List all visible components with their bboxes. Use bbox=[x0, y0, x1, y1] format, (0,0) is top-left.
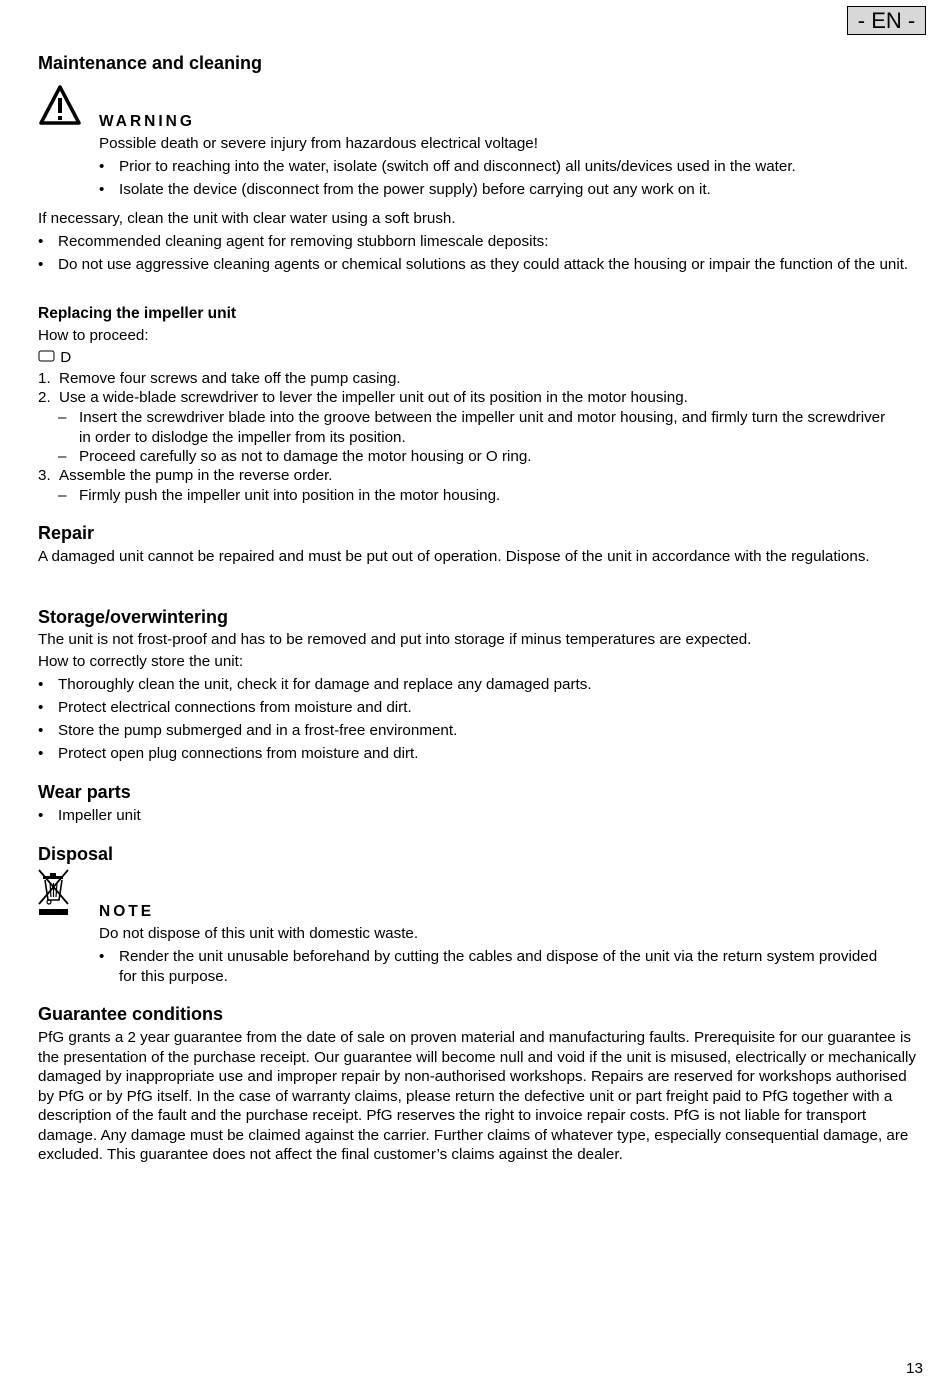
step: 3. Assemble the pump in the reverse order. bbox=[38, 467, 333, 484]
page-number: 13 bbox=[906, 1360, 923, 1377]
storage-bullet: • Protect electrical connections from moisture and dirt. bbox=[38, 699, 412, 716]
storage-bullet: • Store the pump submerged and in a frost-free environment. bbox=[38, 722, 458, 739]
storage-bullet: • Protect open plug connections from moisture and dirt. bbox=[38, 745, 419, 762]
note-text: Do not dispose of this unit with domestic waste. bbox=[99, 925, 419, 942]
warning-signal-word: WARNING bbox=[99, 113, 195, 130]
storage-how-to: How to correctly store the unit: bbox=[38, 653, 244, 670]
step: 2. Use a wide-blade screwdriver to lever the impeller unit out of its position in the motor housing. bbox=[38, 389, 688, 406]
warning-hazard-text: Possible death or severe injury from hazardous electrical voltage! bbox=[99, 135, 538, 152]
storage-text: The unit is not frost-proof and has to be removed and put into storage if minus temperatures are expected. bbox=[38, 631, 752, 648]
note-item: • Render the unit unusable beforehand by cutting the cables and dispose of the unit via the return system provided for this purpose. bbox=[99, 948, 878, 985]
replacing-impeller-heading: Replacing the impeller unit bbox=[38, 305, 237, 322]
step: 1. Remove four screws and take off the pump casing. bbox=[38, 370, 401, 387]
disposal-heading: Disposal bbox=[38, 844, 114, 864]
storage-heading: Storage/overwintering bbox=[38, 607, 229, 627]
repair-text: A damaged unit cannot be repaired and must be put out of operation. Dispose of the unit in accordance with the regulations. bbox=[38, 548, 870, 565]
how-to-proceed: How to proceed: bbox=[38, 327, 149, 344]
repair-heading: Repair bbox=[38, 523, 95, 543]
warning-item: • Isolate the device (disconnect from the power supply) before carrying out any work on it. bbox=[99, 181, 711, 198]
warning-item: • Prior to reaching into the water, isolate (switch off and disconnect) all units/devices used in the water. bbox=[99, 158, 796, 175]
guarantee-heading: Guarantee conditions bbox=[38, 1004, 224, 1024]
guarantee-text: PfG grants a 2 year guarantee from the date of sale on proven material and manufacturing faults. Prerequisite for our guarantee is the presentation of the purchase receipt. Our guarantee will become null and void if the unit is misused, electrically or mechanically damaged by inappropriate use and improper repair by non-authorised workshops. Repairs are reserved for workshops authorised by PfG or by PfG itself. In the case of warranty claims, please return the defective unit or part freight paid to PfG together with a description of the fault and the purchase receipt. PfG reserves the right to invoice repair costs. PfG is not liable for transport damage. Any damage must be claimed against the carrier. Further claims of whatever type, especially consequential damage, are excluded. This guarantee does not affect the final customer’s claims against the dealer. bbox=[38, 1029, 916, 1163]
cleaning-bullet: • Do not use aggressive cleaning agents or chemical solutions as they could attack the housing or impair the function of the unit. bbox=[38, 256, 909, 273]
cleaning-bullet: • Recommended cleaning agent for removing stubborn limescale deposits: bbox=[38, 233, 549, 250]
cleaning-intro: If necessary, clean the unit with clear water using a soft brush. bbox=[38, 210, 456, 227]
figure-reference: D bbox=[38, 348, 71, 368]
wear-parts-heading: Wear parts bbox=[38, 782, 131, 802]
figure-icon bbox=[38, 350, 56, 363]
wear-part-item: • Impeller unit bbox=[38, 807, 141, 824]
crossed-out-bin-icon bbox=[37, 868, 71, 918]
language-badge: - EN - bbox=[847, 6, 926, 35]
maintenance-heading: Maintenance and cleaning bbox=[38, 53, 263, 73]
note-signal-word: NOTE bbox=[99, 903, 155, 920]
substep: – Insert the screwdriver blade into the groove between the impeller unit and motor housing, and firmly turn the screwdriver in order to dislodge the impeller from its position. bbox=[58, 409, 886, 446]
warning-triangle-icon bbox=[38, 84, 82, 126]
storage-bullet: • Thoroughly clean the unit, check it for damage and replace any damaged parts. bbox=[38, 676, 592, 693]
